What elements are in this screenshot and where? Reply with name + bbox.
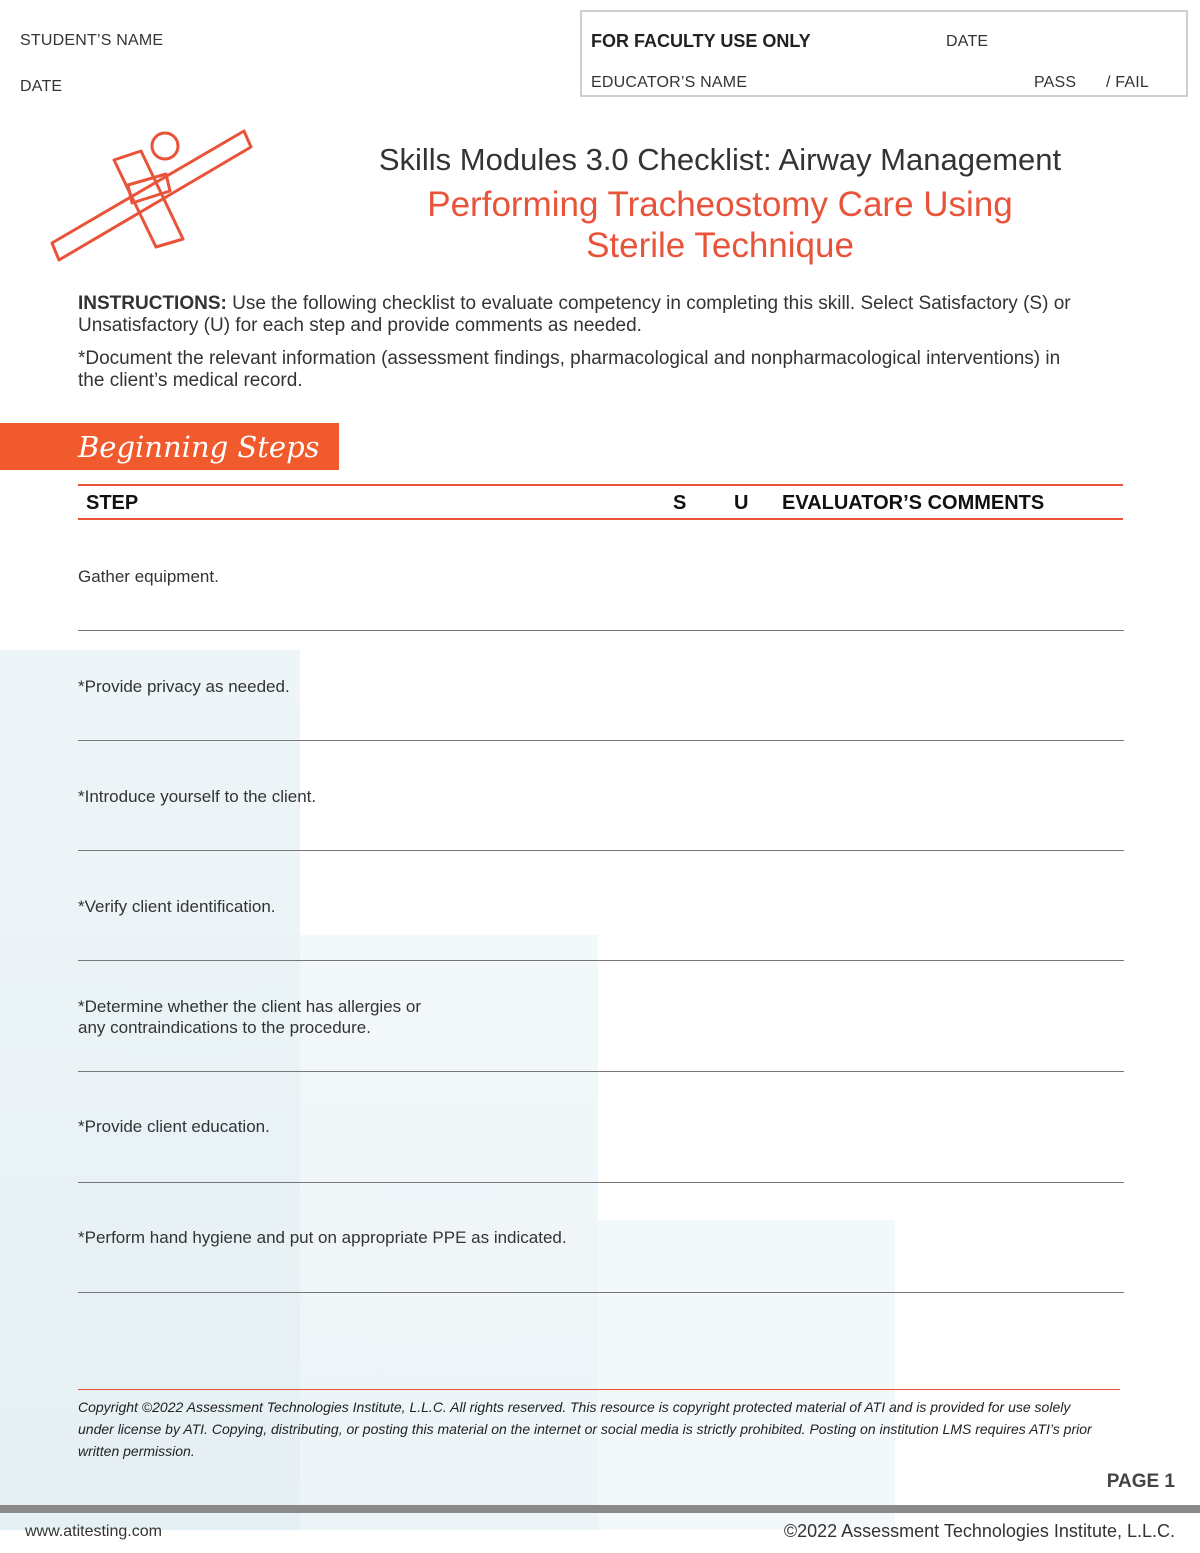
table-row bbox=[78, 1182, 1124, 1293]
bottom-bar bbox=[0, 1505, 1200, 1513]
step-text: Gather equipment. bbox=[78, 567, 219, 586]
table-row bbox=[78, 850, 1124, 961]
faculty-title: FOR FACULTY USE ONLY bbox=[591, 31, 811, 51]
procedure-title bbox=[300, 184, 1140, 266]
section-banner bbox=[0, 423, 339, 470]
column-step: STEP bbox=[86, 492, 139, 514]
instructions-text: Use the following checklist to evaluate competency in completing this skill. Select Satisfactory (S) or Unsatisfactory (U) for each step and provide comments as needed. bbox=[78, 293, 1071, 336]
procedure-title-line1: Performing Tracheostomy Care Using bbox=[427, 185, 1013, 224]
table-header bbox=[78, 484, 1123, 520]
student-date-label: DATE bbox=[20, 78, 63, 95]
step-text: *Introduce yourself to the client. bbox=[78, 787, 317, 806]
table-row bbox=[78, 1071, 1124, 1183]
faculty-use-box bbox=[580, 10, 1188, 97]
column-s: S bbox=[673, 492, 687, 514]
fail-label: / FAIL bbox=[1106, 74, 1149, 91]
column-u: U bbox=[734, 492, 749, 514]
faculty-date-label: DATE bbox=[946, 33, 989, 50]
column-evaluator-comments: EVALUATOR’S COMMENTS bbox=[782, 492, 1045, 514]
copyright-notice: Copyright ©2022 Assessment Technologies Institute, L.L.C. All rights reserved. This resource is copyright protected material of ATI and is provided for use solely under license by ATI. Copying, distributing, or posting this material on the internet or social media is strictly prohibited. Posting on institution LMS requires ATI’s prior written permission. bbox=[78, 1399, 1092, 1459]
step-text: *Provide privacy as needed. bbox=[78, 677, 290, 696]
section-title: Beginning Steps bbox=[78, 430, 320, 464]
step-text: *Provide client education. bbox=[78, 1117, 270, 1136]
student-name-label: STUDENT’S NAME bbox=[20, 32, 164, 49]
educator-name-label: EDUCATOR’S NAME bbox=[591, 74, 748, 91]
step-text: *Verify client identification. bbox=[78, 897, 276, 916]
table-row bbox=[78, 960, 1124, 1072]
table-row bbox=[78, 630, 1124, 741]
step-text: *Determine whether the client has allergies or bbox=[78, 997, 422, 1016]
step-text: *Perform hand hygiene and put on appropriate PPE as indicated. bbox=[78, 1228, 567, 1247]
step-text-continued: any contraindications to the procedure. bbox=[78, 1018, 371, 1037]
checklist-title: Skills Modules 3.0 Checklist: Airway Management bbox=[378, 142, 1062, 177]
website-link[interactable]: www.atitesting.com bbox=[25, 1523, 162, 1540]
table-row bbox=[78, 740, 1124, 851]
procedure-title-line2: Sterile Technique bbox=[586, 226, 854, 265]
page-number: PAGE 1 bbox=[1106, 1471, 1175, 1492]
table-row bbox=[78, 520, 1124, 631]
documentation-note: *Document the relevant information (assessment findings, pharmacological and nonpharmacological interventions) in the client’s medical record. bbox=[78, 348, 1061, 391]
footer-company: ©2022 Assessment Technologies Institute, L.L.C. bbox=[783, 1521, 1175, 1541]
instructions bbox=[78, 293, 1078, 403]
ati-figure-logo-icon bbox=[48, 125, 253, 270]
instructions-label: INSTRUCTIONS: bbox=[78, 293, 227, 314]
pass-label: PASS bbox=[1034, 74, 1077, 91]
footer-divider bbox=[78, 1389, 1120, 1390]
